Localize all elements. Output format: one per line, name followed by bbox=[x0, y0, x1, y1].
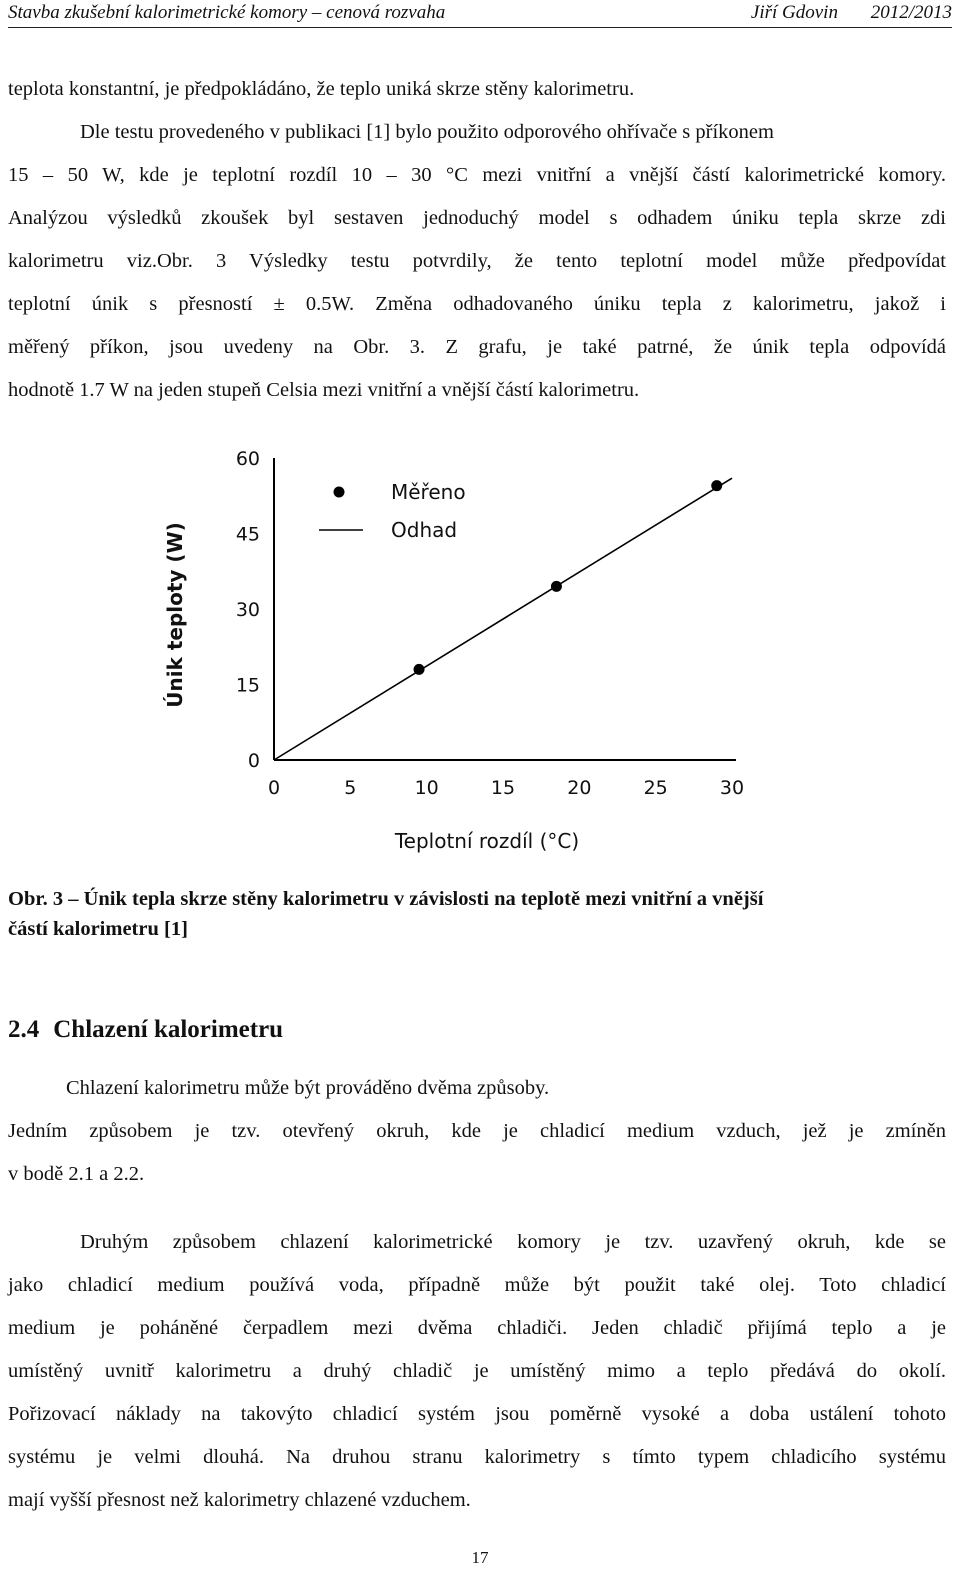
x-tick-label: 20 bbox=[567, 777, 592, 799]
caption-line: Obr. 3 – Únik tepla skrze stěny kalorimetru v závislosti na teplotě mezi vnitřní a vnější bbox=[8, 888, 764, 910]
header-year: 2012/2013 bbox=[870, 2, 952, 23]
series-line-odhad bbox=[274, 478, 732, 760]
y-tick-label: 15 bbox=[235, 674, 260, 697]
y-tick-label: 30 bbox=[235, 599, 260, 621]
legend-marker-merano bbox=[334, 487, 345, 498]
para-line: mají vyšší přesnost než kalorimetry chlazené vzduchem. bbox=[8, 1489, 471, 1511]
para-line: měřený příkon, jsou uvedeny na Obr. 3. Z grafu, je také patrné, že únik tepla odpovídá bbox=[8, 336, 946, 358]
para-line: systému je velmi dlouhá. Na druhou stranu kalorimetry s tímto typem chladicího systému bbox=[8, 1446, 946, 1468]
x-tick-label: 25 bbox=[643, 777, 668, 799]
y-axis-label: Únik teploty (W) bbox=[163, 522, 187, 708]
figure-caption bbox=[8, 884, 946, 944]
header-author: Jiří Gdovin bbox=[750, 2, 838, 23]
x-axis-label: Teplotní rozdíl (°C) bbox=[394, 829, 580, 853]
para-line: Chlazení kalorimetru může být prováděno dvěma způsoby. bbox=[66, 1077, 550, 1099]
x-tick-label: 5 bbox=[344, 777, 357, 799]
caption-line: částí kalorimetru [1] bbox=[8, 918, 188, 940]
running-header bbox=[8, 0, 952, 28]
chart-axes bbox=[236, 448, 744, 799]
para-line: hodnotě 1.7 W na jeden stupeň Celsia mezi vnitřní a vnější částí kalorimetru. bbox=[8, 379, 640, 401]
para-line: teplotní únik s přesností ± 0.5W. Změna odhadovaného úniku tepla z kalorimetru, jakož i bbox=[8, 293, 946, 315]
y-tick-label: 0 bbox=[247, 750, 260, 772]
section-heading bbox=[8, 1016, 283, 1044]
para-line: medium je poháněné čerpadlem mezi dvěma chladiči. Jeden chladič přijímá teplo a je bbox=[8, 1317, 946, 1339]
para-line: Jedním způsobem je tzv. otevřený okruh, kde je chladicí medium vzduch, jež je zmíněn bbox=[8, 1120, 946, 1142]
header-right bbox=[723, 2, 952, 24]
para-line: Druhým způsobem chlazení kalorimetrické komory je tzv. uzavřený okruh, kde se bbox=[80, 1231, 946, 1253]
x-tick-label: 10 bbox=[414, 777, 439, 799]
para-line: 15 – 50 W, kde je teplotní rozdíl 10 – 30 °C mezi vnitřní a vnější částí kalorimetrické komory. bbox=[8, 164, 946, 186]
legend-label: Odhad bbox=[391, 518, 458, 542]
para-line: v bodě 2.1 a 2.2. bbox=[8, 1163, 145, 1185]
section-title: Chlazení kalorimetru bbox=[53, 1016, 284, 1043]
chart-plot bbox=[274, 478, 732, 760]
section-number: 2.4 bbox=[8, 1016, 40, 1043]
para-line: kalorimetru viz.Obr. 3 Výsledky testu potvrdily, že tento teplotní model může předpovídat bbox=[8, 250, 946, 272]
x-tick-label: 30 bbox=[719, 777, 745, 799]
x-tick-label: 0 bbox=[267, 777, 281, 799]
para-line: Dle testu provedeného v publikaci [1] bylo použito odporového ohřívače s příkonem bbox=[80, 121, 774, 143]
heat-leak-chart bbox=[150, 430, 790, 870]
header-title: Stavba zkušební kalorimetrické komory – cenová rozvaha bbox=[8, 2, 446, 23]
para-line: jako chladicí medium používá voda, případně může být použit také olej. Toto chladicí bbox=[8, 1274, 946, 1296]
para-line: Pořizovací náklady na takovýto chladicí systém jsou poměrně vysoké a doba ustálení tohoto bbox=[8, 1403, 946, 1425]
para-line: Analýzou výsledků zkoušek byl sestaven jednoduchý model s odhadem úniku tepla skrze zdi bbox=[8, 207, 946, 229]
para-line: teplota konstantní, je předpokládáno, že teplo uniká skrze stěny kalorimetru. bbox=[8, 78, 635, 100]
y-tick-label: 60 bbox=[235, 448, 260, 470]
x-tick-label: 15 bbox=[490, 777, 516, 799]
y-tick-label: 45 bbox=[235, 523, 260, 546]
legend-label: Měřeno bbox=[391, 480, 466, 504]
chart-legend bbox=[319, 480, 466, 542]
para-line: umístěný uvnitř kalorimetru a druhý chladič je umístěný mimo a teplo předává do okolí. bbox=[8, 1360, 946, 1382]
page-number: 17 bbox=[471, 1548, 489, 1567]
